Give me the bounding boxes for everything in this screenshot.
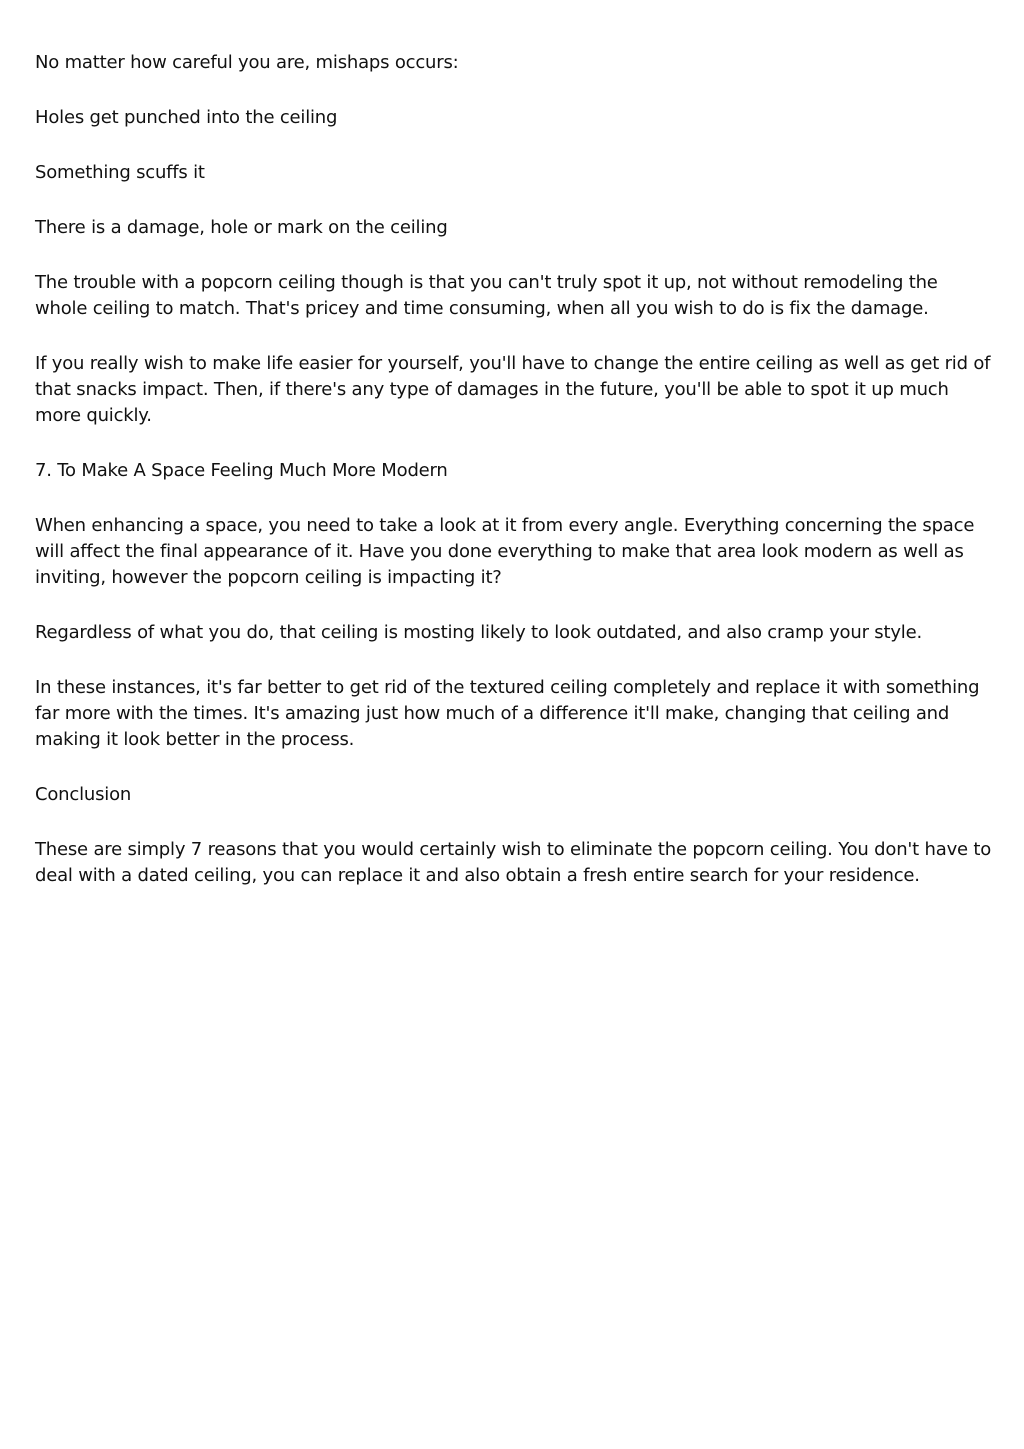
document-body — [35, 50, 995, 918]
paragraph: If you really wish to make life easier for yourself, you'll have to change the entire ceiling as well as get rid of that snacks impact. Then, if there's any type of damages in the future, you'll be able to spot it up much more quickly. — [35, 353, 991, 426]
paragraph: In these instances, it's far better to get rid of the textured ceiling completely and replace it with something far more with the times. It's amazing just how much of a difference it'll make, changing that ceiling and making it look better in the process. — [35, 677, 980, 750]
section-heading: Conclusion — [35, 784, 132, 805]
section-heading: 7. To Make A Space Feeling Much More Modern — [35, 460, 448, 481]
paragraph-list-item: There is a damage, hole or mark on the ceiling — [35, 217, 448, 238]
paragraph: The trouble with a popcorn ceiling though is that you can't truly spot it up, not without remodeling the whole ceiling to match. That's pricey and time consuming, when all you wish to do is fix the damage. — [35, 272, 938, 319]
paragraph: These are simply 7 reasons that you would certainly wish to eliminate the popcorn ceiling. You don't have to deal with a dated ceiling, you can replace it and also obtain a fresh entire search for your residence. — [35, 839, 992, 886]
paragraph-intro: No matter how careful you are, mishaps occurs: — [35, 52, 459, 73]
paragraph-list-item: Holes get punched into the ceiling — [35, 107, 338, 128]
paragraph: When enhancing a space, you need to take a look at it from every angle. Everything concerning the space will affect the final appearance of it. Have you done everything to make that area look modern as well as inviting, however the popcorn ceiling is impacting it? — [35, 515, 975, 588]
paragraph-list-item: Something scuffs it — [35, 162, 205, 183]
paragraph: Regardless of what you do, that ceiling is mosting likely to look outdated, and also cramp your style. — [35, 622, 922, 643]
